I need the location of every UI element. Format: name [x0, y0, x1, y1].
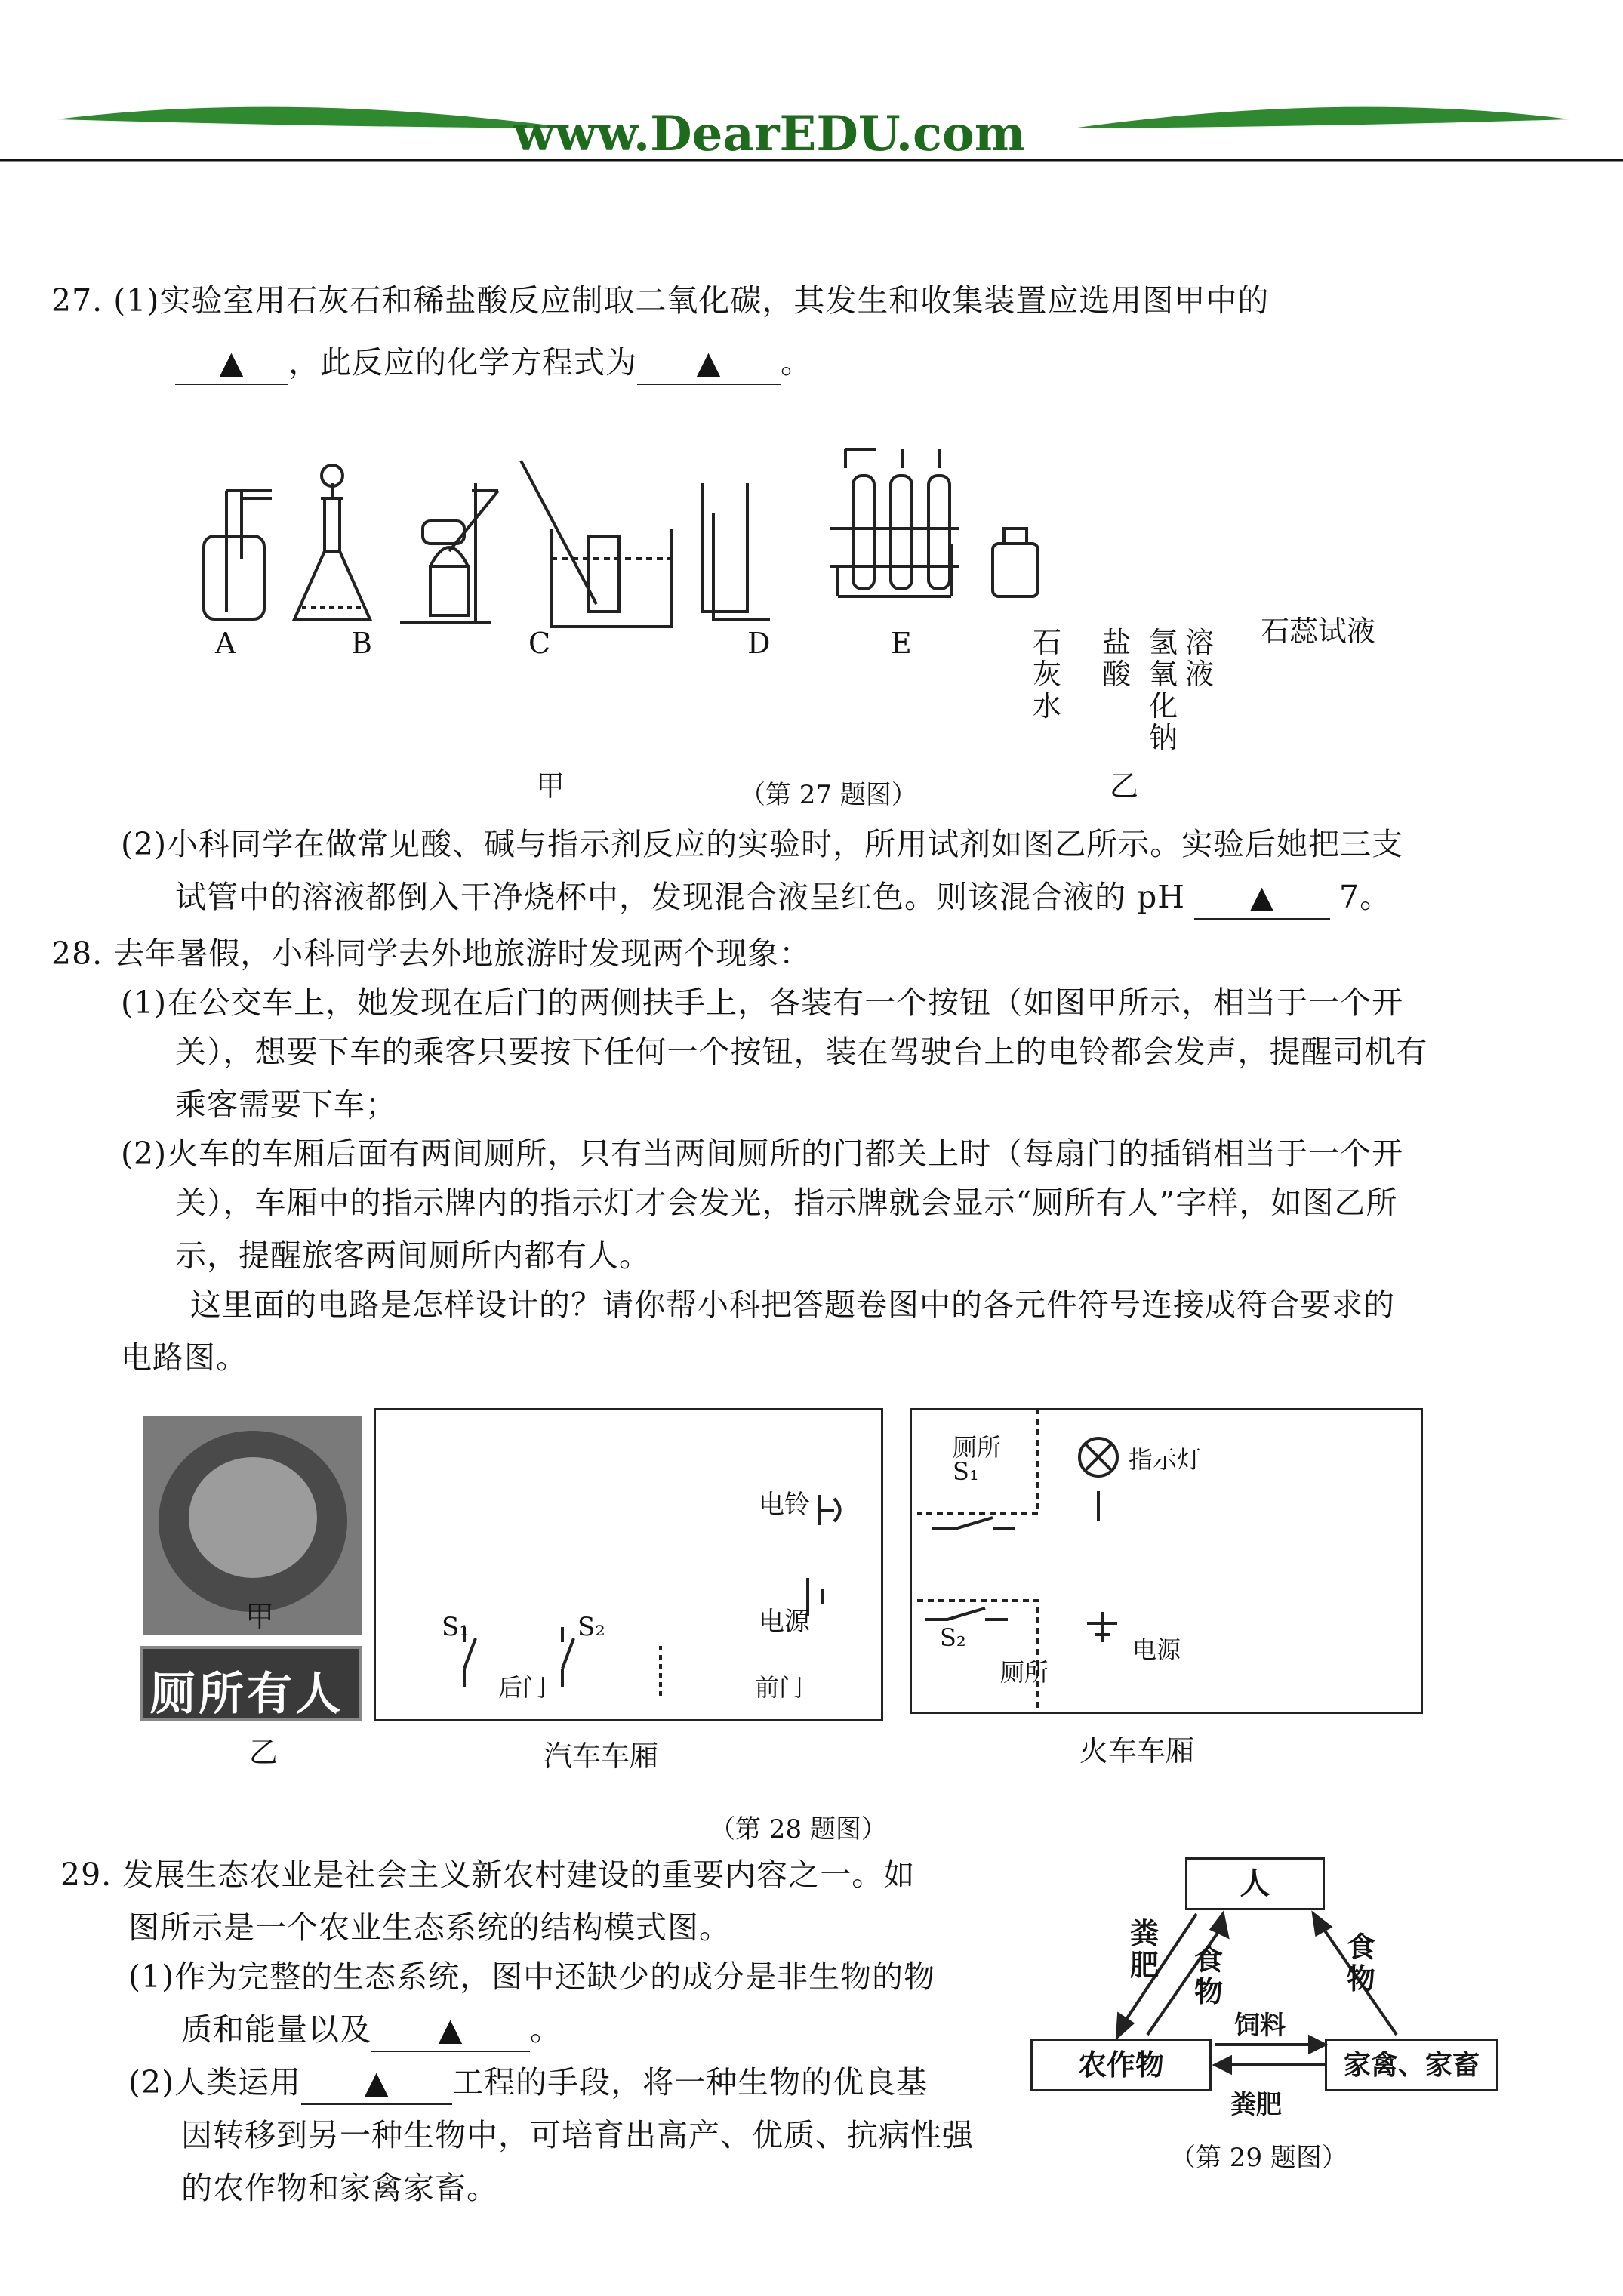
- bus-switch-s1-label: S₁: [442, 1612, 470, 1642]
- eco-crop-label: 农作物: [1077, 2048, 1164, 2082]
- train-power-label: 电源: [1132, 1635, 1181, 1664]
- eco-livestock-label: 家禽、家畜: [1343, 2049, 1480, 2081]
- q29-p2-line2: 因转移到另一种生物中，可培育出高产、优质、抗病性强: [181, 2117, 974, 2153]
- q28-photo-jia-label: 甲: [245, 1600, 275, 1633]
- q28-p2-line2: 关），车厢中的指示牌内的指示灯才会发光，指示牌就会显示“厕所有人”字样，如图乙所: [175, 1185, 1398, 1221]
- q29-p2-line1: [128, 2061, 928, 2105]
- train-toilet1-label: 厕所: [953, 1433, 1002, 1462]
- q27-answer-blank-2[interactable]: ▲: [637, 341, 781, 385]
- q29-p1-line2: [181, 2008, 562, 2052]
- train-car-label: 火车车厢: [1079, 1734, 1195, 1767]
- q29-p2-text-b: 工程的手段，将一种生物的优良基: [452, 2064, 929, 2100]
- q27-answer-blank-1[interactable]: ▲: [175, 341, 288, 385]
- train-toilet2-label: 厕所: [1000, 1658, 1049, 1687]
- train-switch-s2-label: S₂: [940, 1623, 966, 1652]
- bus-circuit-symbols: [374, 1408, 883, 1721]
- q28-ask-line1: 这里面的电路是怎样设计的？请你帮小科把答题卷图中的各元件符号连接成符合要求的: [190, 1287, 1395, 1323]
- reagent-limewater-label: 石灰水: [1032, 626, 1061, 723]
- q28-p1-line1: (1)在公交车上，她发现在后门的两侧扶手上，各装有一个按钮（如图甲所示，相当于一个开: [121, 985, 1404, 1021]
- q29-p1-text: 质和能量以及: [181, 2011, 371, 2048]
- q28-intro-line: [51, 932, 811, 975]
- q27-part2-text: 试管中的溶液都倒入干净烧杯中，发现混合液呈红色。则该混合液的 pH: [175, 879, 1186, 915]
- q28-p1-line2: 关），想要下车的乘客只要按下任何一个按钮，装在驾驶台上的电铃都会发声，提醒司机有: [175, 1034, 1428, 1070]
- q27-figure-yi-label: 乙: [1110, 769, 1139, 803]
- eco-food-left-label: 食物: [1193, 1943, 1223, 2008]
- q29-answer-blank-2[interactable]: ▲: [301, 2061, 452, 2105]
- q29-number: 29.: [60, 1857, 112, 1893]
- eco-arrows: [1004, 1842, 1532, 2114]
- apparatus-label-b: B: [351, 627, 372, 660]
- q27-text-mid: ，此反应的化学方程式为: [288, 344, 637, 381]
- q28-number: 28.: [51, 935, 103, 972]
- reagent-solution-label: 溶液: [1184, 626, 1214, 691]
- header-site-title: www.DearEDU.com: [513, 106, 1026, 162]
- q27-part1-text: (1)实验室用石灰石和稀盐酸反应制取二氧化碳，其发生和收集装置应选用图甲中的: [113, 282, 1270, 319]
- bus-switch-s2-label: S₂: [577, 1612, 605, 1642]
- bus-front-door-label: 前门: [755, 1673, 804, 1702]
- eco-feed-label: 饲料: [1234, 2011, 1286, 2041]
- apparatus-label-c: C: [528, 627, 551, 660]
- train-switch-s1-label: S₁: [953, 1457, 979, 1486]
- train-lamp-label: 指示灯: [1129, 1445, 1202, 1474]
- toilet-sign-text: 厕所有人: [150, 1668, 343, 1721]
- q27-text-end: 。: [781, 344, 812, 381]
- eco-manure-bottom-label: 粪肥: [1230, 2090, 1282, 2120]
- apparatus-label-e: E: [891, 627, 912, 660]
- q28-p2-line1: (2)火车的车厢后面有两间厕所，只有当两间厕所的门都关上时（每扇门的插销相当于一个开: [121, 1136, 1404, 1172]
- q27-figure-jia-label: 甲: [536, 769, 565, 803]
- q29-line2: 图所示是一个农业生态系统的结构模式图。: [128, 1909, 731, 1946]
- q27-caption: （第 27 题图）: [740, 780, 917, 810]
- q29-answer-blank-1[interactable]: ▲: [371, 2008, 530, 2052]
- q27-answer-blank-3[interactable]: ▲: [1194, 876, 1330, 920]
- q29-p2-text-a: (2)人类运用: [128, 2064, 302, 2100]
- apparatus-label-d: D: [747, 627, 771, 660]
- q27-part2-line2: [175, 876, 1391, 920]
- q27-part2-line1: (2)小科同学在做常见酸、碱与指示剂反应的实验时，所用试剂如图乙所示。实验后她把三支: [121, 826, 1404, 862]
- q29-intro: 发展生态农业是社会主义新农村建设的重要内容之一。如: [122, 1857, 916, 1893]
- q29-p2-line3: 的农作物和家禽家畜。: [181, 2170, 498, 2206]
- q29-p1-end: 。: [530, 2011, 562, 2048]
- q29-caption: （第 29 题图）: [1170, 2143, 1347, 2173]
- reagent-hcl-label: 盐酸: [1101, 626, 1131, 691]
- q27-line2: [175, 341, 812, 385]
- q28-ask-line2: 电路图。: [121, 1339, 248, 1376]
- bus-power-label: 电源: [759, 1607, 810, 1637]
- bus-car-label: 汽车车厢: [544, 1740, 659, 1773]
- q27-line1: [51, 279, 1269, 322]
- reagent-naoh-label: 氢氧化钠: [1148, 626, 1178, 754]
- q28-p2-line3: 示，提醒旅客两间厕所内都有人。: [175, 1237, 651, 1274]
- eco-manure-left-label: 粪肥: [1129, 1916, 1159, 1982]
- toilet-sign-photo: [140, 1646, 362, 1721]
- q28-caption: （第 28 题图）: [710, 1814, 887, 1845]
- apparatus-label-a: A: [215, 627, 236, 660]
- q29-line1: [60, 1854, 915, 1896]
- q28-intro: 去年暑假，小科同学去外地旅游时发现两个现象：: [113, 935, 812, 972]
- q27-part2-end: 7。: [1339, 879, 1392, 915]
- eco-human-label: 人: [1240, 1866, 1270, 1901]
- q28-p1-line3: 乘客需要下车；: [175, 1086, 397, 1123]
- q27-number: 27.: [51, 282, 103, 319]
- bus-bell-label: 电铃: [759, 1490, 810, 1520]
- bus-back-door-label: 后门: [498, 1673, 547, 1702]
- eco-food-right-label: 食物: [1346, 1930, 1375, 1996]
- litmus-label: 石蕊试液: [1261, 615, 1376, 648]
- q28-photo-yi-label: 乙: [249, 1736, 279, 1769]
- q29-p1-line1: (1)作为完整的生态系统，图中还缺少的成分是非生物的物: [128, 1959, 936, 1995]
